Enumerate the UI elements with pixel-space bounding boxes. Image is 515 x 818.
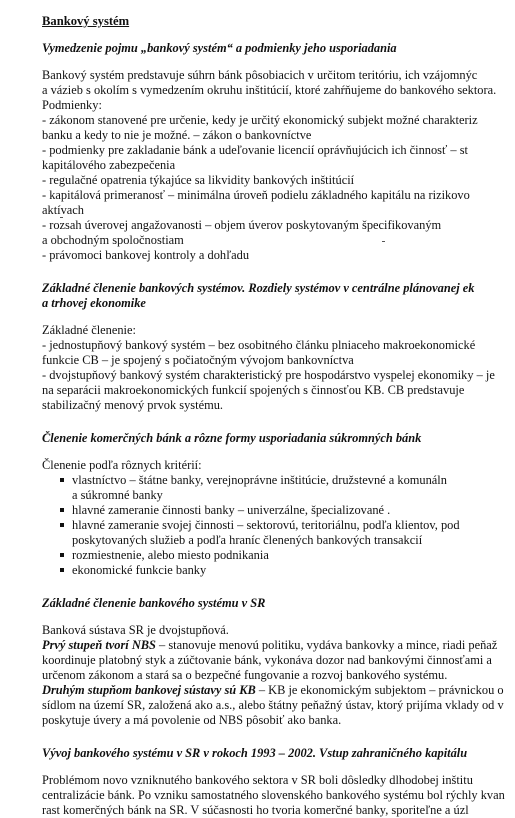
paragraph-line: kapitálového zabezpečenia [42,158,176,172]
section-body-development [42,773,515,818]
section-heading-line: a trhovej ekonomike [42,296,146,310]
paragraph-line: - dvojstupňový bankový systém charakteristický pre hospodárstvo vyspelej ekonomiky – je [42,368,495,382]
document-title: Bankový systém [42,14,130,28]
section-body-definition [42,68,515,263]
section-heading-definition: Vymedzenie pojmu „bankový systém“ a podmienky jeho usporiadania [42,41,397,55]
paragraph-line [42,638,515,653]
paragraph-line: sídlom na území SR, založená ako a.s., alebo štátny peňažný ústav, ktorý prijíma vklady od v [42,698,504,712]
paragraph-line: a obchodným spoločnostiam [42,233,184,247]
document-page [42,14,515,818]
paragraph-line: poskytuje úvery a má povolenie od NBS pôsobiť ako banka. [42,713,342,727]
paragraph-line: Problémom novo vzniknutého bankového sektora v SR boli dôsledky dlhodobej inštitu [42,773,473,787]
paragraph-line: - kapitálová primeranosť – minimálna úroveň podielu základného kapitálu na rizikovo [42,188,470,202]
paragraph-line: Bankový systém predstavuje súhrn bánk pôsobiacich v určitom teritóriu, ich vzájomnýc [42,68,478,82]
second-tier-text: – KB je ekonomickým subjektom – právnickou o [255,683,504,697]
paragraph-line: centralizácie bánk. Po vzniku samostatného slovenského bankového systému bol rýchly kvan [42,788,505,802]
list-item [60,548,515,563]
list-item [60,563,515,578]
list-item-line: poskytovaných služieb a podľa hraníc členených bankových transakcií [72,533,423,547]
paragraph-line: - zákonom stanovené pre určenie, kedy je určitý ekonomický subjekt možné charakteriz [42,113,478,127]
section-heading-development: Vývoj bankového systému v SR v rokoch 1993 – 2002. Vstup zahraničného kapitálu [42,746,468,760]
paragraph-line: - regulačné opatrenia týkajúce sa likvidity bankových inštitúcií [42,173,355,187]
paragraph-line: Členenie podľa rôznych kritérií: [42,458,202,472]
list-item-line: ekonomické funkcie banky [72,563,207,577]
paragraph-line: na separácii makroekonomických funkcií spojených s činnosťou KB. CB predstavuje [42,383,465,397]
paragraph-line: Podmienky: [42,98,102,112]
paragraph-line: - jednostupňový bankový systém – bez osobitného článku plniaceho makroekonomické [42,338,476,352]
list-item-line: hlavné zameranie činnosti banky – univerzálne, špecializované . [72,503,391,517]
list-item [60,473,515,503]
paragraph-line: určenom zákonom a stará sa o bezpečné fungovanie a rozvoj bankového systému. [42,668,448,682]
paragraph-line: a vázieb s okolím s vymedzením okruhu inštitúcií, ktoré zahŕňujeme do bankového sektora. [42,83,497,97]
section-heading-line: Základné členenie bankových systémov. Rozdiely systémov v centrálne plánovanej ek [42,281,475,295]
list-item-line: a súkromné banky [72,488,163,502]
paragraph-line: banku a kedy to nie je možné. – zákon o bankovníctve [42,128,312,142]
paragraph-line: - rozsah úverovej angažovanosti – objem úverov poskytovaným špecifikovaným [42,218,442,232]
paragraph-line [42,683,515,698]
section-body-division [42,323,515,413]
list-item-line: rozmiestnenie, alebo miesto podnikania [72,548,269,562]
paragraph-line: koordinuje platobný styk a zúčtovanie bánk, vykonáva dozor nad bankovými činnosťami a [42,653,492,667]
paragraph-line: Základné členenie: [42,323,136,337]
paragraph-line: rast komerčných bánk na SR. V súčasnosti ho tvoria komerčné banky, sporiteľne a úzl [42,803,469,817]
paragraph-line: Banková sústava SR je dvojstupňová. [42,623,229,637]
list-item [60,503,515,518]
scan-speck [60,217,63,218]
paragraph-line: funkcie CB – je spojený s počiatočným vývojom bankovníctva [42,353,354,367]
criteria-list [42,473,515,578]
first-tier-lead: Prvý stupeň tvorí NBS [42,638,156,652]
list-item-line: hlavné zameranie svojej činnosti – sektorovú, teritoriálnu, podľa klientov, pod [72,518,460,532]
paragraph-line: - právomoci bankovej kontroly a dohľadu [42,248,250,262]
paragraph-line: - podmienky pre zakladanie bánk a udeľovanie licencií oprávňujúcich ich činnosť – st [42,143,468,157]
first-tier-text: – stanovuje menovú politiku, vydáva bankovky a mince, riadi peňaž [155,638,498,652]
paragraph-line: stabilizačný menový prvok systému. [42,398,224,412]
list-item-line: vlastníctvo – štátne banky, verejnoprávne inštitúcie, družstevné a komunáln [72,473,447,487]
list-item [60,518,515,548]
section-heading-division [42,281,515,311]
paragraph-line: aktívach [42,203,84,217]
section-heading-sr-system: Základné členenie bankového systému v SR [42,596,266,610]
second-tier-lead: Druhým stupňom bankovej sústavy sú KB [42,683,256,697]
section-heading-commercial-banks: Členenie komerčných bánk a rôzne formy usporiadania súkromných bánk [42,431,422,445]
scan-speck [382,241,385,242]
